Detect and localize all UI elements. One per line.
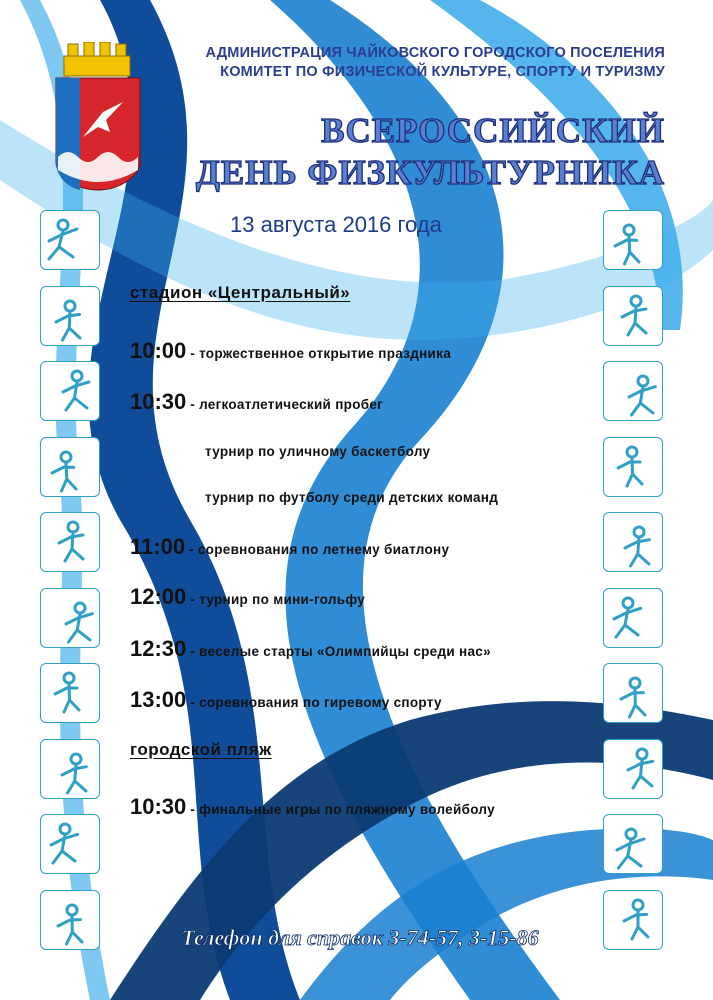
swimming-icon: [40, 286, 100, 346]
separator: -: [190, 346, 196, 361]
handball-icon: [40, 890, 100, 950]
schedule-item: [130, 636, 491, 662]
event-text: легкоатлетический пробег: [199, 397, 384, 412]
event-time: 11:00: [130, 534, 186, 559]
organization-line-1: АДМИНИСТРАЦИЯ ЧАЙКОВСКОГО ГОРОДСКОГО ПОСЕЛЕНИЯ: [205, 45, 665, 61]
schedule-item: [130, 794, 495, 820]
event-text: турнир по уличному баскетболу: [205, 444, 431, 459]
beach-volleyball-icon: [603, 890, 663, 950]
event-date: 13 августа 2016 года: [230, 212, 442, 237]
fencing-icon: [603, 437, 663, 497]
separator: -: [189, 542, 194, 557]
separator: -: [190, 695, 196, 710]
separator: -: [190, 644, 196, 659]
event-text: финальные игры по пляжному волейболу: [199, 802, 495, 817]
event-text: турнир по футболу среди детских команд: [205, 490, 499, 505]
schedule-item: [130, 338, 451, 364]
event-text: веселые старты «Олимпийцы среди нас»: [199, 644, 491, 659]
separator: -: [190, 592, 196, 607]
wrestling-icon: [603, 512, 663, 572]
diving-icon: [40, 361, 100, 421]
venue-beach-heading: городской пляж: [130, 740, 272, 759]
event-time: 10:30: [130, 389, 187, 414]
poster-title: [150, 110, 665, 194]
event-text: торжественное открытие праздника: [199, 346, 452, 361]
bowling-icon: [40, 739, 100, 799]
water-polo-icon: [603, 210, 663, 270]
event-time: 12:30: [130, 636, 187, 661]
archery-icon: [603, 286, 663, 346]
event-time: 10:30: [130, 794, 187, 819]
kayaking-icon: [603, 361, 663, 421]
event-time: 12:00: [130, 584, 187, 609]
schedule-item: [205, 444, 430, 459]
tennis-icon: [40, 210, 100, 270]
venue-stadium-heading: стадион «Центральный»: [130, 283, 351, 302]
running-icon: [603, 814, 663, 874]
badminton-icon: [40, 588, 100, 648]
event-text: соревнования по летнему биатлону: [197, 542, 450, 557]
schedule-item: [130, 687, 442, 713]
coat-of-arms-icon: [48, 42, 148, 192]
schedule-item: [130, 534, 449, 560]
organization-line-2: КОМИТЕТ ПО ФИЗИЧЕСКОЙ КУЛЬТУРЕ, СПОРТУ И ТУРИЗМУ: [220, 64, 665, 80]
event-text: соревнования по гиревому спорту: [199, 695, 442, 710]
equestrian-icon: [603, 663, 663, 723]
table-tennis-icon: [40, 437, 100, 497]
schedule-item: [130, 389, 383, 415]
phone-info: Телефон для справок 3-74-57, 3-15-86: [181, 925, 539, 950]
separator: -: [190, 397, 196, 412]
gymnastics-icon: [40, 512, 100, 572]
separator: -: [190, 802, 196, 817]
rhythmic-gymnastics-icon: [40, 663, 100, 723]
event-time: 10:00: [130, 338, 187, 363]
right-sport-icons: [603, 210, 663, 965]
title-line-1: ВСЕРОССИЙСКИЙ: [321, 111, 665, 150]
title-line-2: ДЕНЬ ФИЗКУЛЬТУРНИКА: [195, 153, 665, 192]
organization-header: [160, 44, 665, 82]
weightlifting-icon: [40, 814, 100, 874]
rowing-icon: [603, 739, 663, 799]
event-time: 13:00: [130, 687, 187, 712]
left-sport-icons: [40, 210, 100, 965]
schedule-item: [130, 584, 365, 610]
judo-icon: [603, 588, 663, 648]
schedule-item: [205, 490, 498, 505]
event-text: турнир по мини-гольфу: [199, 592, 366, 607]
